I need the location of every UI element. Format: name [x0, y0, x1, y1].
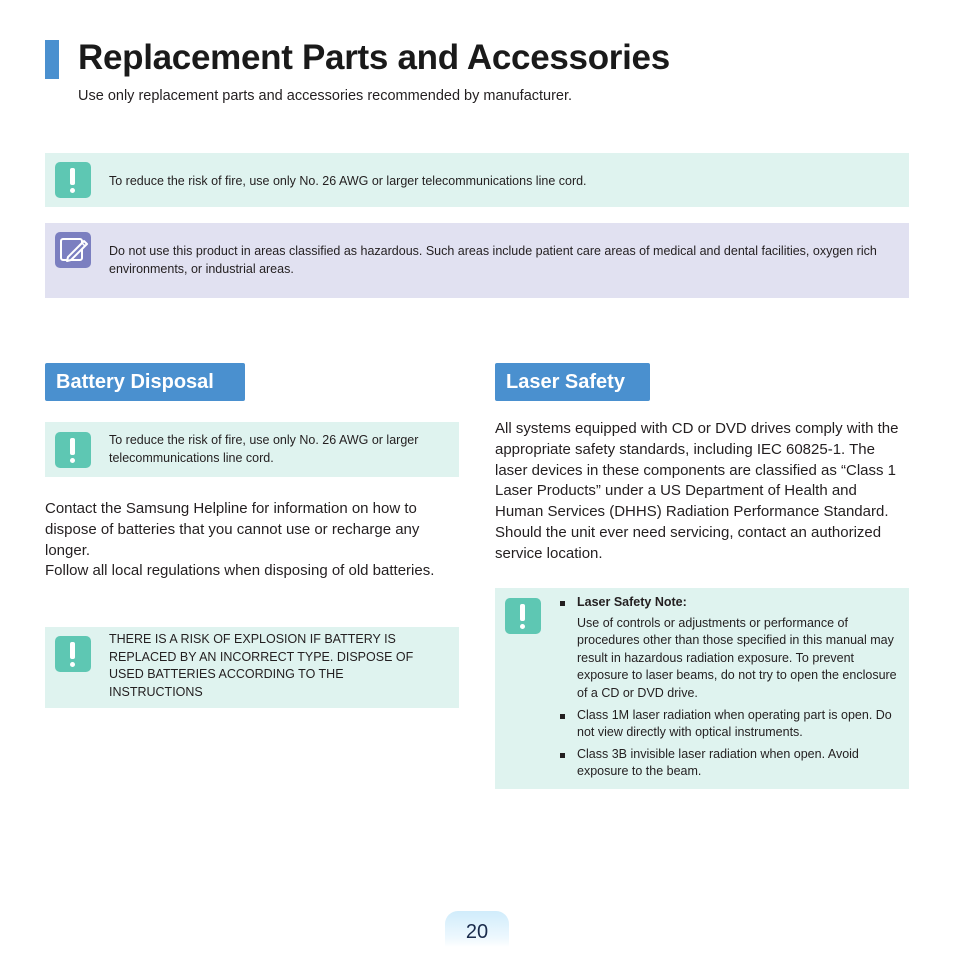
- battery-fire-warning-text: To reduce the risk of fire, use only No. 26 AWG or larger telecommunications line cord.: [109, 433, 419, 465]
- exclamation-icon: [55, 432, 91, 468]
- exclamation-icon: [55, 162, 91, 198]
- battery-body-paragraph-2: Follow all local regulations when disposing of old batteries.: [45, 562, 435, 580]
- battery-fire-warning-box: [45, 422, 459, 477]
- laser-note-list: [560, 594, 902, 785]
- laser-safety-heading: Laser Safety: [495, 363, 650, 401]
- hazard-note-text: Do not use this product in areas classified as hazardous. Such areas include patient care areas of medical and dental facilities, oxygen rich environments, or industrial areas.: [109, 244, 877, 276]
- laser-note-title: Laser Safety Note:: [577, 595, 687, 609]
- explosion-warning-text: THERE IS A RISK OF EXPLOSION IF BATTERY IS REPLACED BY AN INCORRECT TYPE. DISPOSE OF USED BATTERIES ACCORDING TO THE INSTRUCTIONS: [109, 632, 414, 699]
- page-title: Replacement Parts and Accessories: [78, 38, 670, 77]
- laser-note-text-1: Use of controls or adjustments or performance of procedures other than those specified in this manual may result in hazardous radiation exposure. To prevent exposure to laser beams, do not try to open the enclosure of a CD or DVD drive.: [577, 615, 897, 700]
- bullet-square-icon: [560, 601, 565, 606]
- exclamation-icon: [505, 598, 541, 634]
- fire-warning-box: [45, 153, 909, 207]
- pencil-memo-icon: [55, 232, 91, 268]
- fire-warning-text: To reduce the risk of fire, use only No. 26 AWG or larger telecommunications line cord.: [109, 174, 587, 188]
- title-accent-bar: [45, 40, 59, 79]
- hazard-note-box: [45, 223, 909, 298]
- exclamation-icon: [55, 636, 91, 672]
- laser-note-text-3: Class 3B invisible laser radiation when open. Avoid exposure to the beam.: [577, 746, 859, 779]
- list-item: [560, 746, 902, 781]
- battery-body-paragraph-1: Contact the Samsung Helpline for information on how to dispose of batteries that you cannot use or recharge any longer.: [45, 500, 420, 559]
- page-number: 20: [445, 911, 509, 947]
- list-item: [560, 594, 902, 703]
- explosion-warning-box: [45, 627, 459, 708]
- bullet-square-icon: [560, 753, 565, 758]
- laser-note-box: [495, 588, 909, 789]
- bullet-square-icon: [560, 714, 565, 719]
- battery-disposal-heading: Battery Disposal: [45, 363, 245, 401]
- laser-note-text-2: Class 1M laser radiation when operating part is open. Do not view directly with optical instruments.: [577, 707, 892, 740]
- battery-body-text: [45, 499, 457, 582]
- laser-body-text: All systems equipped with CD or DVD drives comply with the appropriate safety standards, including IEC 60825-1. The laser devices in these components are classified as “Class 1 Laser Products” under a US Department of Health and Human Services (DHHS) Radiation Performance Standard. Should the unit ever need servicing, contact an authorized service location.: [495, 420, 899, 562]
- list-item: [560, 707, 902, 742]
- page-subtitle: Use only replacement parts and accessories recommended by manufacturer.: [78, 88, 573, 104]
